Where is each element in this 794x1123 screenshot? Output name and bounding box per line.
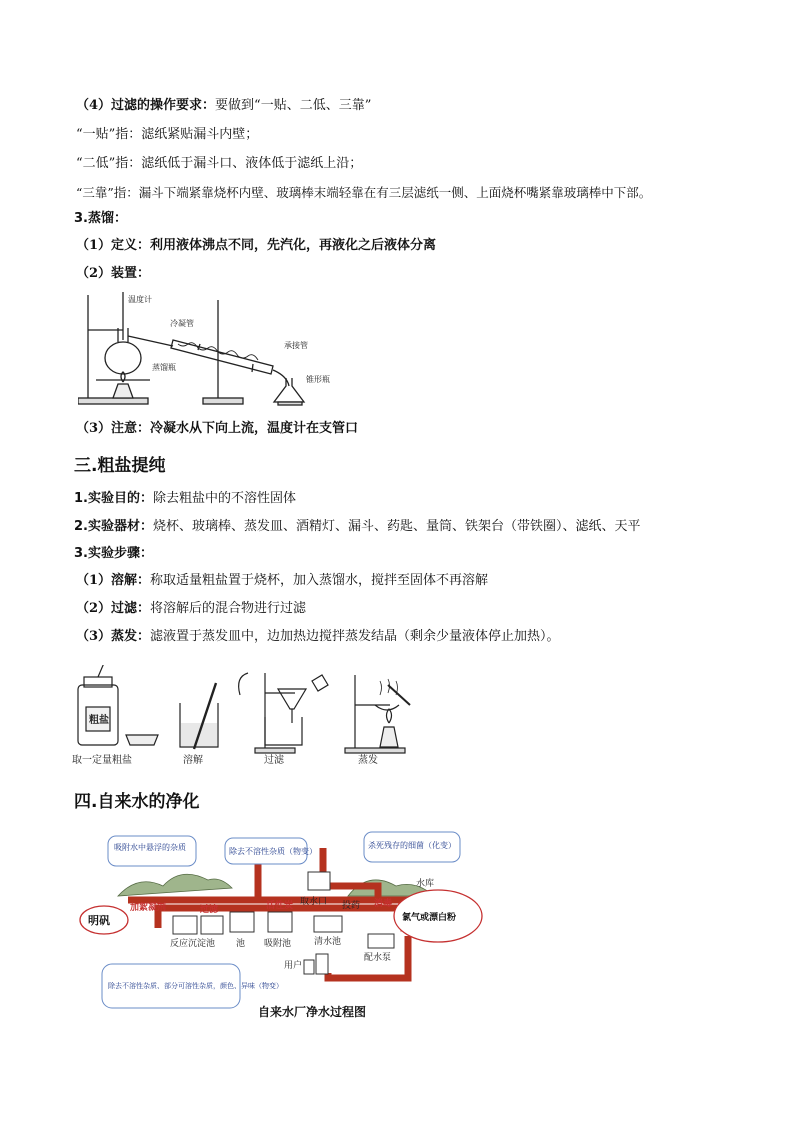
er-di-text: 滤纸低于漏斗口、液体低于滤纸上沿；	[141, 156, 363, 171]
distillation-apparatus-diagram	[78, 290, 338, 410]
label-pump: 配水泵	[364, 953, 392, 963]
requirement-label: （4）过滤的操作要求：	[76, 98, 216, 113]
distillation-note: （3）注意：冷凝水从下向上流，温度计在支管口	[76, 421, 359, 436]
step2-text: 将溶解后的混合物进行过滤	[150, 601, 307, 616]
er-di-term: “二低”指：	[76, 156, 142, 171]
filtration-requirement	[76, 97, 371, 115]
requirement-text: 要做到“一贴、二低、三靠”	[215, 98, 372, 113]
equipment-line	[74, 518, 641, 536]
label-mingfan: 明矾	[88, 914, 110, 927]
er-di-line	[76, 155, 362, 173]
water-purification-diagram	[78, 828, 488, 1023]
san-kao-line	[76, 184, 651, 202]
distillation-apparatus-label: （2）装置：	[76, 266, 151, 281]
label-thermometer: 温度计	[128, 295, 152, 304]
label-condenser: 冷凝管	[170, 319, 194, 328]
section3-title: 三.粗盐提纯	[74, 456, 166, 476]
label-filter-red: 过滤	[200, 905, 219, 915]
step3-text: 滤液置于蒸发皿中，边加热边搅拌蒸发结晶（剩余少量液体停止加热）。	[150, 629, 560, 644]
equipment-label: 2.实验器材：	[74, 519, 153, 534]
caption-take-salt: 取一定量粗盐	[72, 755, 132, 766]
step3-line	[76, 628, 560, 646]
label-flask: 蒸馏瓶	[152, 363, 176, 372]
yi-tie-term: “一贴”指：	[76, 127, 142, 142]
distillation-heading: 3.蒸馏：	[74, 211, 127, 226]
distillation-definition: （1）定义：利用液体沸点不同，先汽化，再液化之后液体分离	[76, 238, 437, 253]
purpose-label: 1.实验目的：	[74, 491, 153, 506]
label-tank-clear: 清水池	[314, 937, 342, 947]
salt-purification-figures	[70, 665, 430, 770]
step2-line	[76, 600, 306, 618]
bubble-remove-insoluble: 除去不溶性杂质（物变）	[229, 847, 317, 856]
caption-dissolve: 溶解	[183, 755, 203, 766]
san-kao-term: “三靠”指：	[76, 185, 139, 200]
label-tank-reaction: 反应沉淀池	[170, 939, 216, 949]
step1-line	[76, 572, 488, 590]
purpose-text: 除去粗盐中的不溶性固体	[152, 491, 296, 506]
bubble-kill: 杀死残存的细菌（化变）	[368, 841, 456, 850]
caption-filter: 过滤	[264, 755, 284, 766]
bubble-soluble: 除去不溶性杂质、部分可溶性杂质，颜色、异味（物变）	[108, 982, 283, 990]
label-dosing: 投药	[342, 901, 361, 911]
purpose-line	[74, 490, 296, 508]
label-user: 用户	[284, 961, 303, 971]
label-conical-flask: 锥形瓶	[306, 375, 330, 384]
san-kao-text: 漏斗下端紧靠烧杯内壁、玻璃棒末端轻靠在有三层滤纸一侧、上面烧杯嘴紧靠玻璃棒中下部。	[138, 185, 652, 200]
step3-label: （3）蒸发：	[76, 629, 151, 644]
label-adapter: 承接管	[284, 341, 308, 350]
label-flocculant: 加絮凝剂	[130, 903, 167, 913]
equipment-text: 烧杯、玻璃棒、蒸发皿、酒精灯、漏斗、药匙、量筒、铁架台（带铁圈）、滤纸、天平	[152, 519, 641, 534]
label-tank-adsorb: 吸附池	[264, 939, 292, 949]
label-intake: 取水口	[300, 897, 328, 907]
label-reservoir: 水库	[416, 879, 435, 889]
label-chlorine: 氯气或漂白粉	[402, 913, 457, 923]
jar-label: 粗盐	[89, 715, 109, 726]
bubble-adsorb: 吸附水中悬浮的杂质	[114, 843, 186, 852]
step1-text: 称取适量粗盐置于烧杯，加入蒸馏水，搅拌至固体不再溶解	[150, 573, 489, 588]
section4-title: 四.自来水的净化	[74, 792, 200, 812]
yi-tie-line	[76, 126, 258, 144]
caption-evaporate: 蒸发	[358, 755, 378, 766]
steps-label: 3.实验步骤：	[74, 546, 153, 561]
yi-tie-text: 滤纸紧贴漏斗内壁；	[141, 127, 259, 142]
label-tank-filter: 池	[236, 939, 246, 949]
label-activated-carbon: 活性炭	[266, 901, 294, 911]
step1-label: （1）溶解：	[76, 573, 151, 588]
label-disinfect: 消毒	[374, 899, 393, 909]
diagram-caption: 自来水厂净水过程图	[258, 1005, 367, 1019]
step2-label: （2）过滤：	[76, 601, 151, 616]
